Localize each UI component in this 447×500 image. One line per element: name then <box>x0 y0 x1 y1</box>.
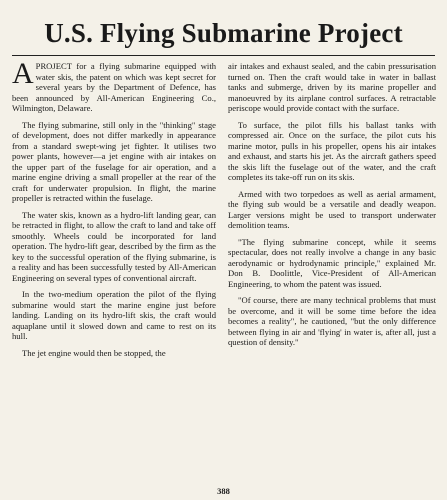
paragraph: To surface, the pilot fills his ballast tanks with compressed air. Once on the surface, the pilot cuts his marine motor, pulls in his propeller, opens his air intakes and exhaust, and starts his jet. As the aircraft gathers speed the skis lift the fuselage out of the water, and the craft completes its take-off run on its skis. <box>228 119 436 182</box>
paragraph: "The flying submarine concept, while it seems spectacular, does not really involve a change in any basic aerodynamic or hydrodynamic principle," explained Mr. Don B. Doolittle, Vice-President of All-American Engineering, to whom the patent was issued. <box>228 236 436 289</box>
paragraph: Armed with two torpedoes as well as aerial armament, the flying sub would be a versatile and deadly weapon. Larger versions might be used to transport underwater demolition teams. <box>228 188 436 230</box>
paragraph-text: PROJECT for a flying submarine equipped with water skis, the patent on which was kept secret for several years by the Department of Defence, has been announced by All-American Engineering Co., Wilmington, Delaware. <box>12 61 216 113</box>
paragraph: The flying submarine, still only in the "thinking" stage of development, does not differ markedly in appearance from a standard swept-wing jet fighter. It utilises two power plants, however—a jet engine with air intakes on the upper part of the fuselage for air operation, and a marine engine driving a small propeller at the rear of the craft for underwater propulsion. In flight, the marine propeller is retracted within the fuselage. <box>12 119 216 203</box>
paragraph: air intakes and exhaust sealed, and the cabin pressurisation turned on. Then the craft would take in water in ballast tanks and submerge, driven by its marine propeller and manoeuvred by its airplane control surfaces. A retractable periscope would provide contact with the surface. <box>228 61 436 113</box>
paragraph: "Of course, there are many technical problems that must be overcome, and it will be some time before the idea becomes a reality", he cautioned, "but the only difference between flying in air and 'flying' in water is, after all, just a question of density." <box>228 295 436 347</box>
paragraph: In the two-medium operation the pilot of the flying submarine would start the marine engine just before landing. Landing on its hydro-lift skis, the craft would aquaplane until it slowed down and came to rest on its hull. <box>12 289 216 341</box>
right-column <box>228 61 436 354</box>
left-column <box>12 57 216 364</box>
title-rule <box>12 55 435 56</box>
paragraph: The water skis, known as a hydro-lift landing gear, can be retracted in flight, to allow the craft to land and take off smoothly. Wheels could be incorporated for land operation. The hydro-lift gear, described by the firm as the key to the successful operation of the flying submarine, is a reality and has been successfully tested by All-American Engineering on several types of conventional aircraft. <box>12 209 216 283</box>
paragraph: The jet engine would then be stopped, the <box>22 347 166 358</box>
paragraph <box>12 57 216 114</box>
article-title: U.S. Flying Submarine Project <box>44 18 403 48</box>
drop-cap: A <box>12 57 34 90</box>
page-number: 388 <box>217 486 230 496</box>
